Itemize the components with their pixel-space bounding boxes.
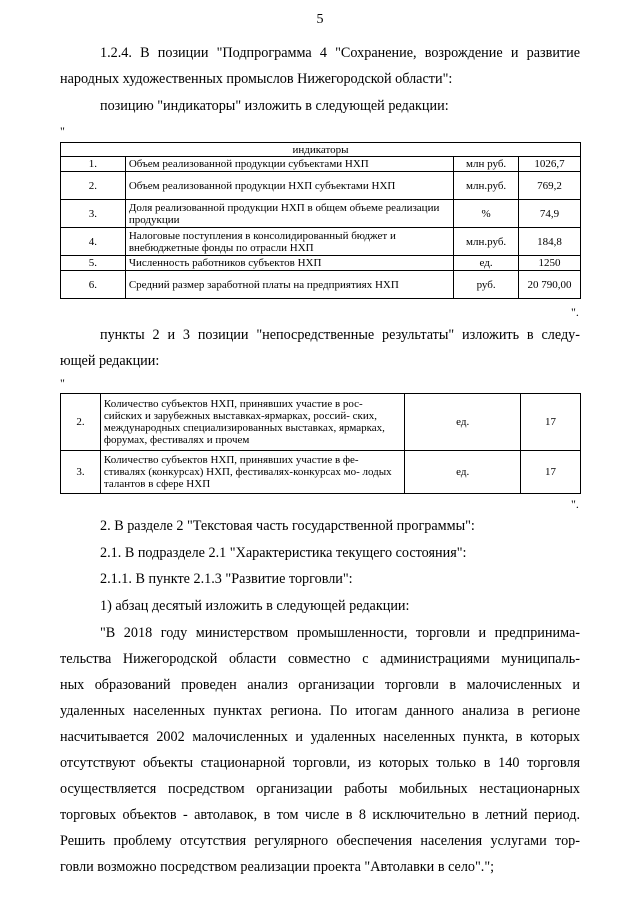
indicator-name: Объем реализованной продукции субъектами НХП [125, 157, 453, 172]
table-row [61, 172, 581, 200]
table-row [61, 394, 581, 451]
indicator-unit: руб. [454, 271, 519, 299]
paragraph-1-2-4-line-1: 1.2.4. В позиции "Подпрограмма 4 "Сохранение, возрождение и развитие [100, 45, 580, 61]
paragraph-indicators: позицию "индикаторы" изложить в следующей редакции: [100, 98, 449, 114]
close-quote: ". [571, 497, 579, 511]
indicator-unit: % [454, 200, 519, 228]
quote-line: осуществляется посредством организации работы мобильных нестационарных [60, 781, 580, 797]
quote-line: Решить проблему отсутствия регулярного обеспечения населения услугами тор- [60, 833, 580, 849]
row-number: 3. [61, 451, 101, 494]
table-row [61, 200, 581, 228]
result-name: Количество субъектов НХП, принявших участие в фе- стивалях (конкурсах) НХП, фестивалях-конкурсах мо- лодых талантов в сфере НХП [100, 451, 404, 494]
indicator-name: Численность работников субъектов НХП [125, 256, 453, 271]
section-2-heading: 2. В разделе 2 "Текстовая часть государственной программы": [100, 518, 475, 534]
result-value: 17 [521, 394, 581, 451]
indicator-unit: млн.руб. [454, 228, 519, 256]
row-number: 2. [61, 394, 101, 451]
quote-line: отсутствуют объекты стационарной торговли, из которых только в 140 торговля [60, 755, 580, 771]
result-unit: ед. [405, 451, 521, 494]
indicator-value: 74,9 [519, 200, 581, 228]
indicator-name: Доля реализованной продукции НХП в общем объеме реализации продукции [125, 200, 453, 228]
indicator-unit: ед. [454, 256, 519, 271]
indicators-table-header-row [61, 143, 581, 157]
row-number: 3. [61, 200, 126, 228]
row-number: 2. [61, 172, 126, 200]
indicator-unit: млн.руб. [454, 172, 519, 200]
row-number: 4. [61, 228, 126, 256]
indicator-unit: млн руб. [454, 157, 519, 172]
row-number: 5. [61, 256, 126, 271]
indicators-header: индикаторы [61, 143, 581, 157]
table-row [61, 451, 581, 494]
indicator-name: Средний размер заработной платы на предприятиях НХП [125, 271, 453, 299]
close-quote: ". [571, 305, 579, 319]
section-2-1-1-heading: 2.1.1. В пункте 2.1.3 "Развитие торговли": [100, 571, 353, 587]
section-2-1-heading: 2.1. В подразделе 2.1 "Характеристика текущего состояния": [100, 545, 467, 561]
results-table [60, 393, 581, 494]
page-number: 5 [316, 12, 324, 27]
paragraph-results-line-1: пункты 2 и 3 позиции "непосредственные результаты" изложить в следу- [100, 327, 580, 343]
indicators-table [60, 142, 581, 299]
table-row [61, 256, 581, 271]
row-number: 1. [61, 157, 126, 172]
quote-line: торговых объектов - автолавок, в том числе в 8 исключительно в летний период. [60, 807, 580, 823]
table-row [61, 157, 581, 172]
table-row [61, 228, 581, 256]
quote-line: ных образований проведен анализ организации торговли в малочисленных и [60, 677, 580, 693]
indicator-name: Налоговые поступления в консолидированный бюджет и внебюджетные фонды по отрасли НХП [125, 228, 453, 256]
result-value: 17 [521, 451, 581, 494]
indicator-value: 1250 [519, 256, 581, 271]
indicator-name: Объем реализованной продукции НХП субъектами НХП [125, 172, 453, 200]
quote-line: насчитывается 2002 малочисленных и удаленных населенных пункта, в которых [60, 729, 580, 745]
indicator-value: 20 790,00 [519, 271, 581, 299]
quote-line: "В 2018 году министерством промышленности, торговли и предпринима- [100, 625, 580, 641]
indicator-value: 769,2 [519, 172, 581, 200]
quote-line: удаленных населенных пунктах региона. По итогам данного анализа в регионе [60, 703, 580, 719]
quote-line: говли возможно посредством реализации проекта "Автолавки в село"."; [60, 859, 495, 875]
indicator-value: 1026,7 [519, 157, 581, 172]
row-number: 6. [61, 271, 126, 299]
item-1-heading: 1) абзац десятый изложить в следующей редакции: [100, 598, 410, 614]
open-quote: " [60, 376, 65, 390]
quote-line: тельства Нижегородской области совместно с администрациями муниципаль- [60, 651, 580, 667]
result-name: Количество субъектов НХП, принявших участие в рос- сийских и зарубежных выставках-ярмарках, россий- ских, международных специализированных выставках, ярмарках, форумах, фестивалях и прочем [100, 394, 404, 451]
open-quote: " [60, 124, 65, 138]
paragraph-results-line-2: ющей редакции: [60, 353, 160, 369]
indicator-value: 184,8 [519, 228, 581, 256]
paragraph-1-2-4-line-2: народных художественных промыслов Нижегородской области": [60, 71, 453, 87]
table-row [61, 271, 581, 299]
result-unit: ед. [405, 394, 521, 451]
